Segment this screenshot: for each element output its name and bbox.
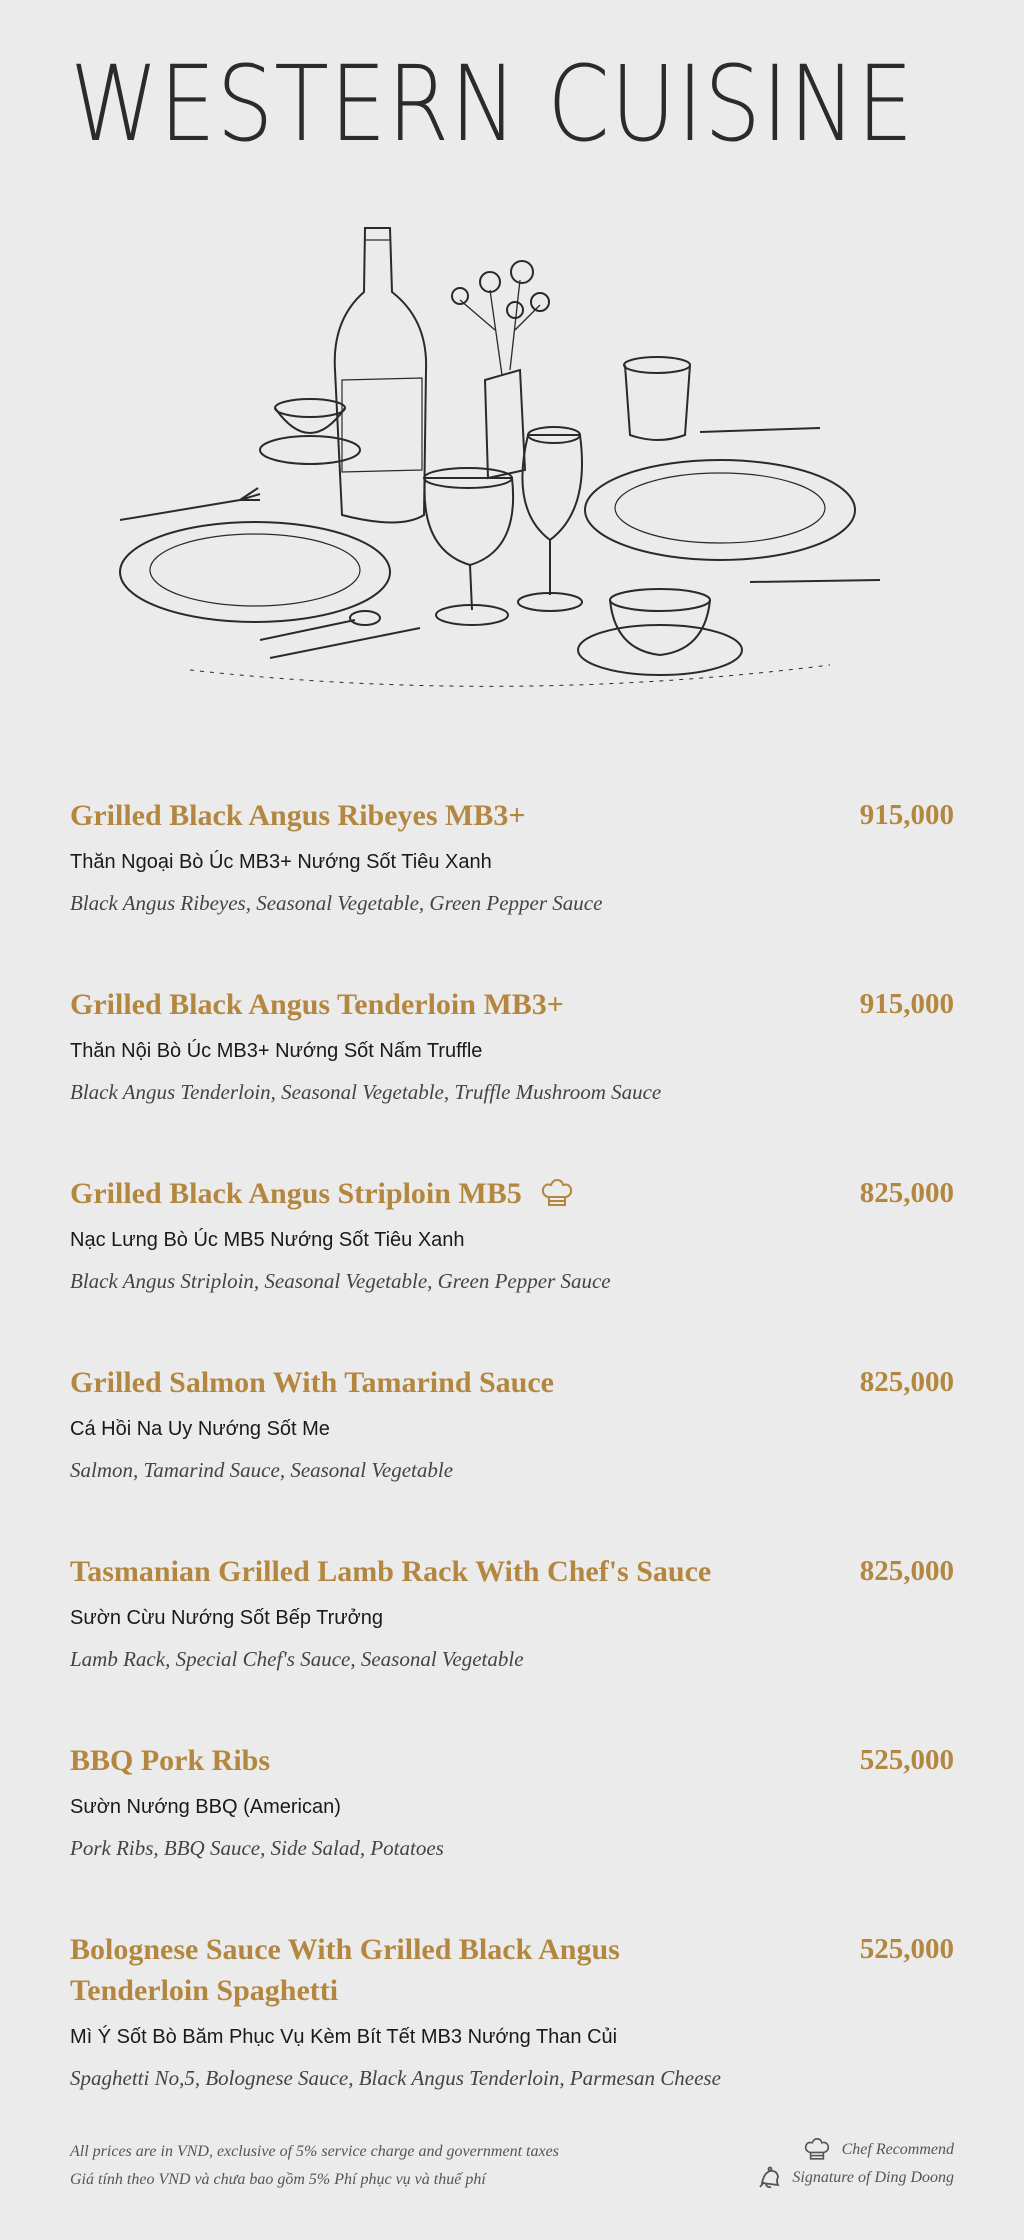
menu-item bbox=[70, 1173, 954, 1294]
item-name: Grilled Black Angus Ribeyes MB3+ bbox=[70, 799, 526, 832]
item-price: 825,000 bbox=[859, 1555, 954, 1587]
legend-signature-label: Signature of Ding Doong bbox=[792, 2169, 954, 2186]
legend-chef-recommend bbox=[756, 2136, 954, 2164]
item-price: 915,000 bbox=[859, 988, 954, 1020]
item-price: 825,000 bbox=[859, 1177, 954, 1209]
item-name: Grilled Black Angus Tenderloin MB3+ bbox=[70, 988, 564, 1021]
item-name-row bbox=[70, 1173, 770, 1214]
menu-item bbox=[70, 1362, 954, 1483]
item-description: Black Angus Striploin, Seasonal Vegetable, Green Pepper Sauce bbox=[70, 1269, 611, 1293]
item-price: 525,000 bbox=[859, 1933, 954, 1965]
item-name-vn: Thăn Nội Bò Úc MB3+ Nướng Sốt Nấm Truffle bbox=[70, 1040, 483, 1062]
item-name: Tasmanian Grilled Lamb Rack With Chef's Sauce bbox=[70, 1555, 712, 1588]
item-name-vn: Thăn Ngoại Bò Úc MB3+ Nướng Sốt Tiêu Xanh bbox=[70, 851, 492, 873]
item-name-vn: Nạc Lưng Bò Úc MB5 Nướng Sốt Tiêu Xanh bbox=[70, 1229, 465, 1251]
item-price: 915,000 bbox=[859, 799, 954, 831]
menu-item bbox=[70, 1740, 954, 1861]
legend-signature bbox=[756, 2164, 954, 2192]
item-description: Black Angus Tenderloin, Seasonal Vegetable, Truffle Mushroom Sauce bbox=[70, 1080, 662, 1104]
bell-icon bbox=[756, 2165, 782, 2191]
item-description: Spaghetti No,5, Bolognese Sauce, Black Angus Tenderloin, Parmesan Cheese bbox=[70, 2066, 721, 2090]
menu-item bbox=[70, 795, 954, 916]
item-description: Salmon, Tamarind Sauce, Seasonal Vegetable bbox=[70, 1458, 454, 1482]
legend bbox=[756, 2136, 954, 2192]
item-description: Pork Ribs, BBQ Sauce, Side Salad, Potatoes bbox=[70, 1836, 444, 1860]
item-price: 525,000 bbox=[859, 1744, 954, 1776]
price-note-vn: Giá tính theo VND và chưa bao gồm 5% Phí phục vụ và thuế phí bbox=[70, 2171, 486, 2188]
chef-hat-icon bbox=[802, 2138, 832, 2162]
item-name-vn: Cá Hồi Na Uy Nướng Sốt Me bbox=[70, 1418, 330, 1440]
menu-item bbox=[70, 1551, 954, 1672]
item-name-vn: Mì Ý Sốt Bò Băm Phục Vụ Kèm Bít Tết MB3 Nướng Than Củi bbox=[70, 2026, 618, 2048]
price-note-en: All prices are in VND, exclusive of 5% service charge and government taxes bbox=[70, 2143, 559, 2160]
item-name: Grilled Salmon With Tamarind Sauce bbox=[70, 1366, 554, 1399]
item-description: Lamb Rack, Special Chef's Sauce, Seasonal Vegetable bbox=[70, 1647, 524, 1671]
page-title: WESTERN CUISINE bbox=[70, 43, 915, 165]
item-description: Black Angus Ribeyes, Seasonal Vegetable, Green Pepper Sauce bbox=[70, 891, 603, 915]
menu-item bbox=[70, 1929, 954, 2091]
item-price: 825,000 bbox=[859, 1366, 954, 1398]
item-name-vn: Sườn Cừu Nướng Sốt Bếp Trưởng bbox=[70, 1607, 384, 1629]
menu-item bbox=[70, 984, 954, 1105]
price-note bbox=[70, 2138, 559, 2194]
menu-list bbox=[70, 795, 954, 2159]
legend-chef-label: Chef Recommend bbox=[841, 2141, 954, 2158]
table-setting-illustration bbox=[110, 210, 910, 710]
chef-hat-icon bbox=[540, 1179, 574, 1209]
item-name: Bolognese Sauce With Grilled Black Angus Tenderloin Spaghetti bbox=[70, 1933, 620, 2007]
item-name: BBQ Pork Ribs bbox=[70, 1744, 271, 1777]
item-name-vn: Sườn Nướng BBQ (American) bbox=[70, 1796, 341, 1818]
item-name: Grilled Black Angus Striploin MB5 bbox=[70, 1177, 522, 1210]
